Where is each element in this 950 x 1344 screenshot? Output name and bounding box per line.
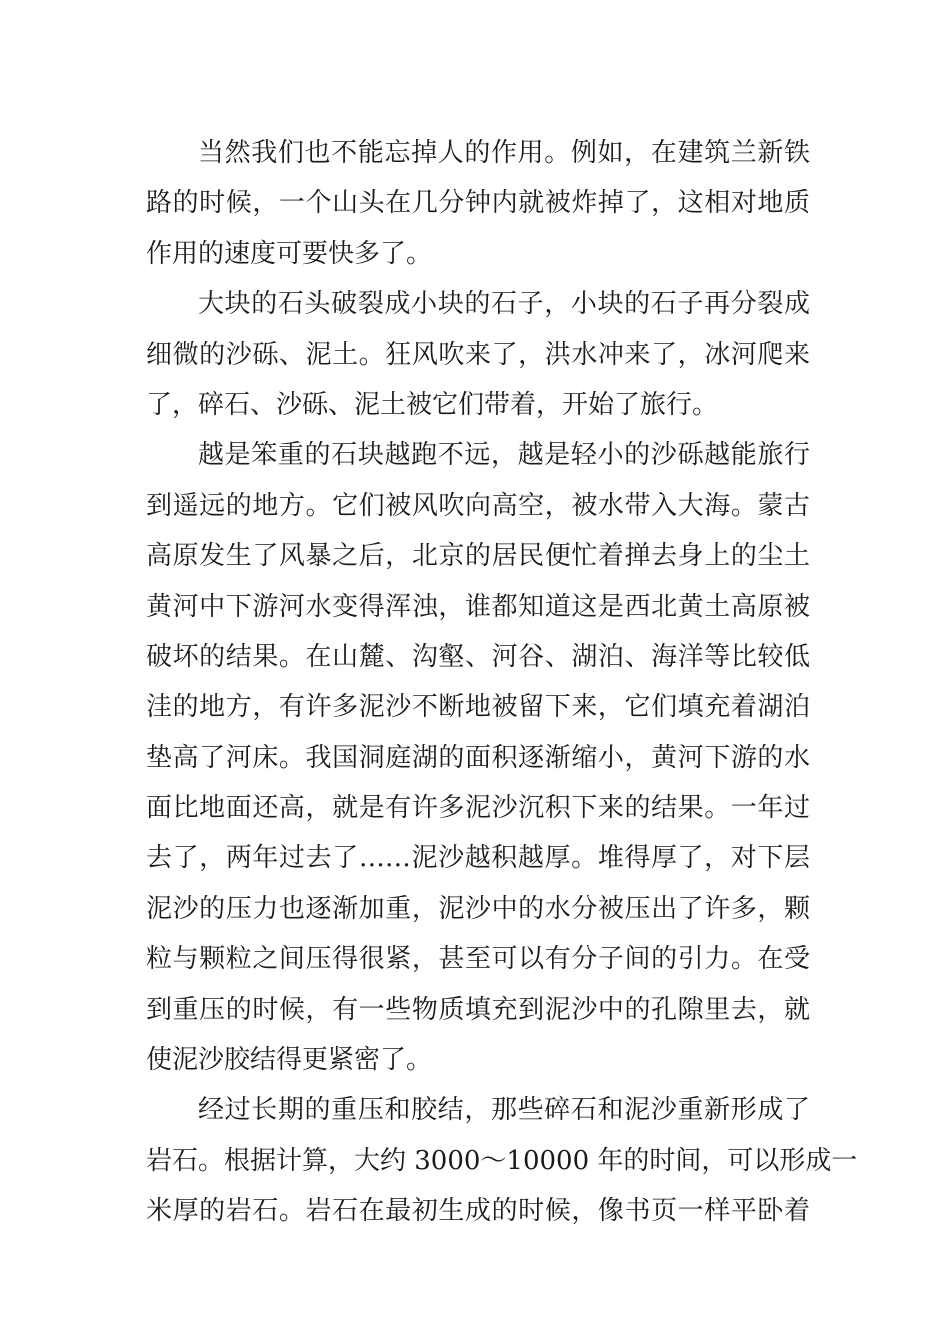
text-line: 了，碎石、沙砾、泥土被它们带着，开始了旅行。 (146, 389, 719, 420)
text-line: 作用的速度可要快多了。 (146, 238, 433, 269)
text-line: 破坏的结果。在山麓、沟壑、河谷、湖泊、海洋等比较低 (146, 641, 810, 672)
text-line: 当然我们也不能忘掉人的作用。例如，在建筑兰新铁 (198, 138, 810, 168)
text-line: 粒与颗粒之间压得很紧，甚至可以有分子间的引力。在受 (146, 944, 810, 975)
text-line: 到遥远的地方。它们被风吹向高空，被水带入大海。蒙古 (146, 490, 810, 521)
text-line: 去了，两年过去了……泥沙越积越厚。堆得厚了，对下层 (146, 843, 810, 874)
text-line: 到重压的时候，有一些物质填充到泥沙中的孔隙里去，就 (146, 994, 810, 1025)
text-line: 面比地面还高，就是有许多泥沙沉积下来的结果。一年过 (146, 793, 810, 824)
text-line: 路的时候，一个山头在几分钟内就被炸掉了，这相对地质 (146, 188, 810, 219)
text-line: 洼的地方，有许多泥沙不断地被留下来，它们填充着湖泊 (146, 692, 810, 723)
text-line: 经过长期的重压和胶结，那些碎石和泥沙重新形成了 (198, 1095, 810, 1126)
text-line: 大块的石头破裂成小块的石子，小块的石子再分裂成 (198, 289, 810, 320)
body-text (146, 128, 858, 1237)
text-line: 米厚的岩石。岩石在最初生成的时候，像书页一样平卧着 (146, 1196, 810, 1227)
text-line: 泥沙的压力也逐渐加重，泥沙中的水分被压出了许多，颗 (146, 893, 810, 924)
text-line: 使泥沙胶结得更紧密了。 (146, 1045, 433, 1076)
text-line: 细微的沙砾、泥土。狂风吹来了，洪水冲来了，冰河爬来 (146, 339, 810, 370)
text-line: 越是笨重的石块越跑不远，越是轻小的沙砾越能旅行 (198, 440, 810, 471)
text-line: 黄河中下游河水变得浑浊，谁都知道这是西北黄土高原被 (146, 591, 810, 622)
text-line: 岩石。根据计算，大约 3000～10000 年的时间，可以形成一 (146, 1145, 858, 1176)
text-line: 垫高了河床。我国洞庭湖的面积逐渐缩小，黄河下游的水 (146, 742, 810, 773)
text-line: 高原发生了风暴之后，北京的居民便忙着掸去身上的尘土 (146, 541, 810, 572)
